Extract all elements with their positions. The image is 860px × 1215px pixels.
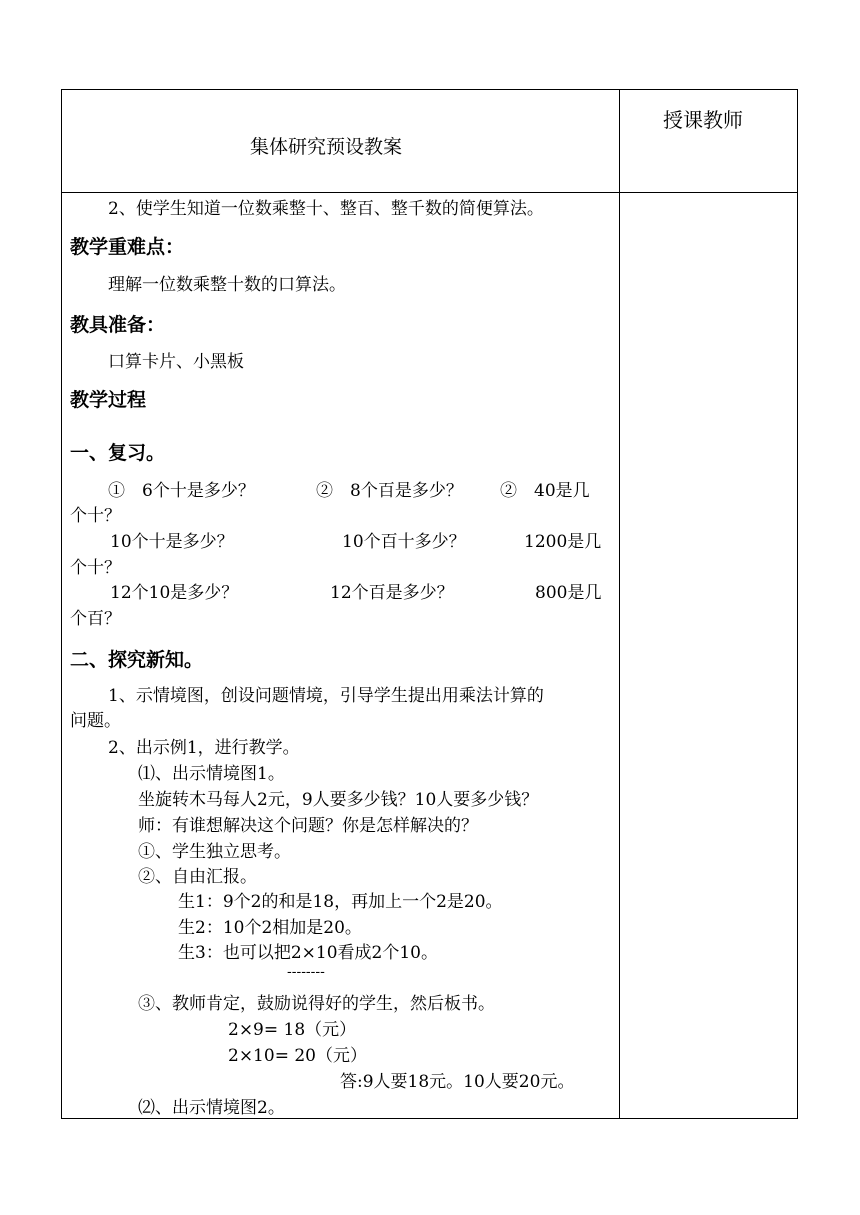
- step-3: ③、教师肯定，鼓励说得好的学生，然后板书。: [138, 994, 495, 1014]
- review-question: ② 8个百是多少？: [316, 481, 463, 501]
- review-heading: 一、复习。: [70, 442, 166, 464]
- page-title: 集体研究预设教案: [250, 136, 403, 158]
- tools-text: 口算卡片、小黑板: [108, 352, 244, 372]
- separator-dashes: --------: [287, 964, 325, 980]
- explore-paragraph-1-cont: 问题。: [70, 711, 121, 731]
- situation-1: ⑴、出示情境图1。: [138, 764, 285, 784]
- teacher-label: 授课教师: [663, 108, 743, 132]
- review-question: 1200是几: [524, 532, 602, 552]
- example-question: 坐旋转木马每人2元，9人要多少钱？10人要多少钱？: [138, 790, 539, 810]
- review-question: ① 6个十是多少？: [108, 481, 255, 501]
- process-heading: 教学过程: [70, 389, 147, 411]
- student-answer-1: 生1：9个2的和是18，再加上一个2是20。: [178, 892, 503, 912]
- goal-2-text: 2、使学生知道一位数乘整十、整百、整千数的简便算法。: [108, 199, 544, 219]
- review-question: 12个10是多少？: [110, 583, 239, 603]
- answer-line: 答:9人要18元。10人要20元。: [340, 1072, 575, 1092]
- key-points-text: 理解一位数乘整十数的口算法。: [108, 275, 346, 295]
- header-divider: [61, 192, 798, 193]
- explore-paragraph-2: 2、出示例1，进行教学。: [108, 738, 300, 758]
- review-question: 10个十是多少？: [110, 532, 234, 552]
- tools-heading: 教具准备：: [70, 314, 166, 336]
- review-question: 800是几: [535, 583, 602, 603]
- step-1: ①、学生独立思考。: [138, 842, 291, 862]
- equation-2: 2×10= 20（元）: [228, 1046, 367, 1066]
- student-answer-3: 生3：也可以把2×10看成2个10。: [178, 943, 438, 963]
- review-question-cont: 个十？: [70, 558, 121, 578]
- student-answer-2: 生2：10个2相加是20。: [178, 918, 362, 938]
- situation-2: ⑵、出示情境图2。: [138, 1098, 285, 1118]
- equation-1: 2×9= 18（元）: [228, 1020, 357, 1040]
- teacher-question: 师：有谁想解决这个问题？你是怎样解决的？: [138, 816, 478, 836]
- review-question: ② 40是几: [500, 481, 590, 501]
- key-points-heading: 教学重难点：: [70, 236, 185, 258]
- column-divider: [619, 89, 620, 1119]
- review-question: 12个百是多少？: [330, 583, 454, 603]
- review-question: 10个百十多少？: [342, 532, 466, 552]
- review-question-cont: 个十？: [70, 506, 121, 526]
- review-question-cont: 个百？: [70, 609, 121, 629]
- explore-heading: 二、探究新知。: [70, 649, 204, 671]
- step-2: ②、自由汇报。: [138, 867, 257, 887]
- explore-paragraph-1: 1、示情境图，创设问题情境，引导学生提出用乘法计算的: [108, 686, 544, 706]
